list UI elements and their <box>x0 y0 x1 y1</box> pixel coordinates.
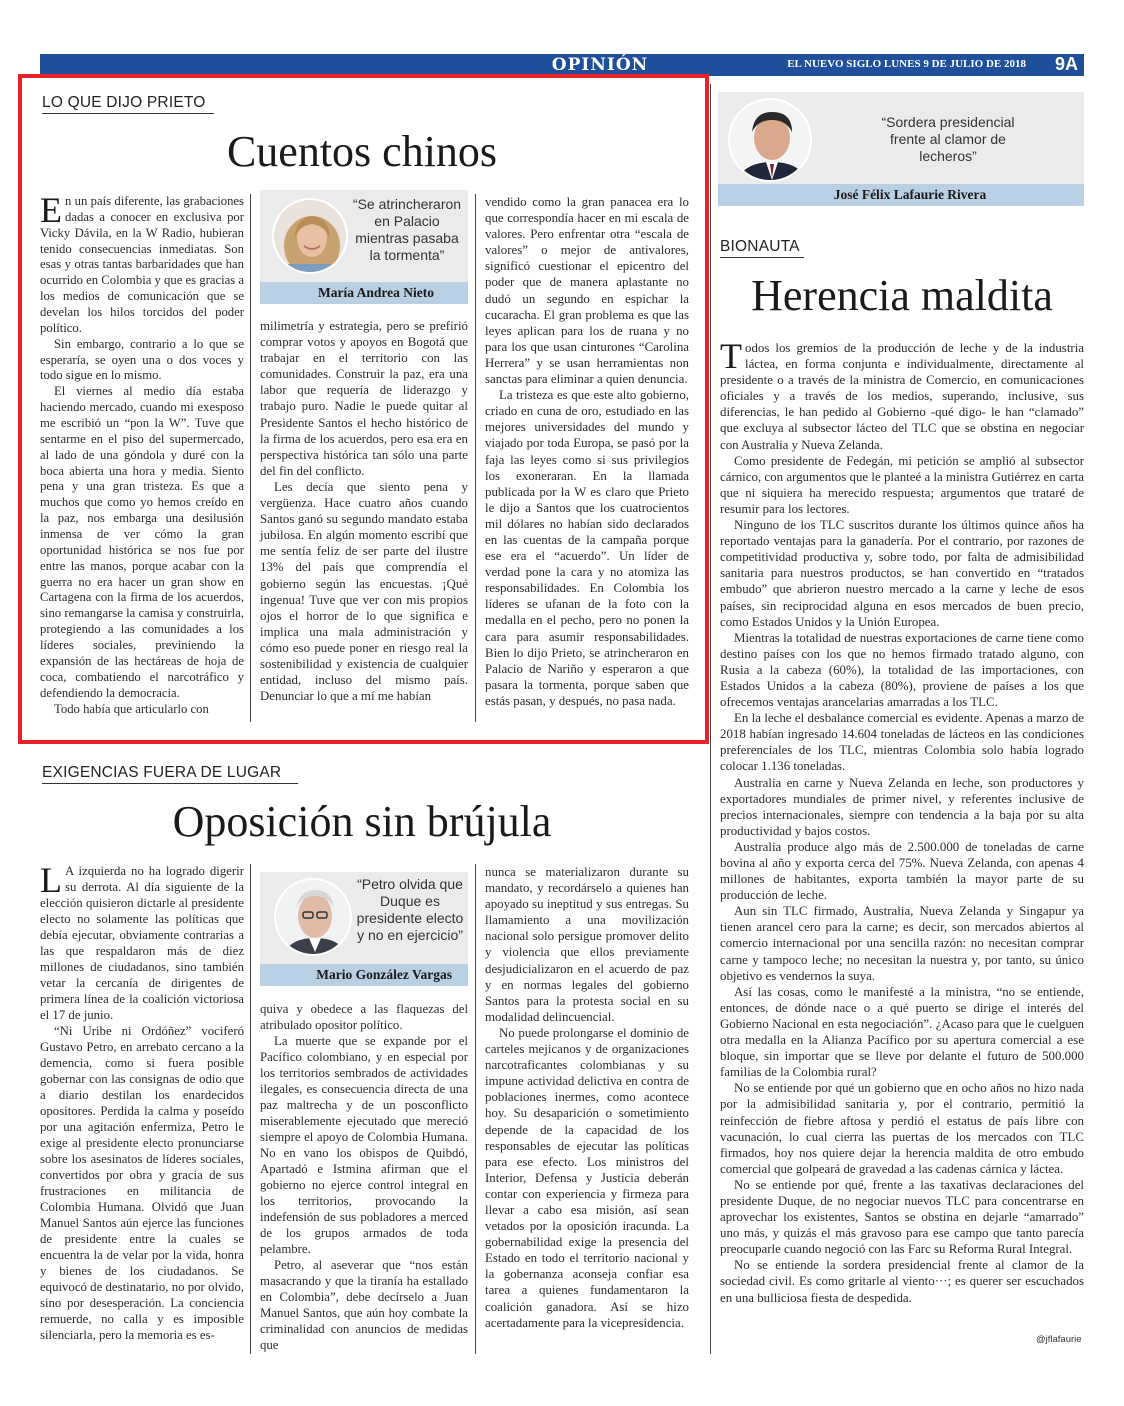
article3-kicker: BIONAUTA <box>720 238 800 255</box>
author-photo <box>728 98 812 182</box>
dropcap: L <box>40 860 62 900</box>
author-twitter-handle: @jflafaurie <box>1036 1334 1082 1345</box>
pull-quote: “Sordera presidencial frente al clamor de lecheros” <box>881 114 1015 164</box>
article2-column-3: nunca se materializaron durante su mandato, y recordárselo a quienes han apoyado su ineptitud y sus entregas. Su llamamiento a una movilización nacional solo persigue promover delito y violencia que ellos previamente desjudicializaron en el acuerdo de paz y en normas legales del gobierno Santos para la protesta social en su modalidad delincuencial. No puede prolongarse el dominio de carteles mejicanos y de organizaciones narcotraficantes colombianas y su impune actividad delictiva en contra de poblaciones inermes, como acontece hoy. Su desaparición o sometimiento depende de la capacidad de los responsables de ejecutar las políticas para ese efecto. Los ministros del Interior, Defensa y Justicia deberán contar con experiencia y firmeza para llevar a cabo esa misión, así sean vetados por la oposición iracunda. La gobernabilidad exige la presencia del Estado en todo el territorio nacional y la gobernanza aconseja confiar esa tarea a quienes fundamentaron la coalición ganadora. Así se hizo acertadamente para la vicepresidencia. <box>485 865 689 1330</box>
author-name: María Andrea Nieto <box>260 282 468 304</box>
author-name: José Félix Lafaurie Rivera <box>718 184 1084 206</box>
newspaper-dateline: EL NUEVO SIGLO LUNES 9 DE JULIO DE 2018 <box>787 58 1026 70</box>
article2-column-1: L A izquierda no ha logrado digerir su derrota. Al día siguiente de la elección quisieron dictarle al presidente electo no solamente las políticas que debía ejecutar, obviamente contrarias a las que respaldaron más de diez millones de ciudadanos, sino también vetar la cercanía de dirigentes de primera línea de la coalición victoriosa el 17 de junio. “Ni Uribe ni Ordóñez” vociferó Gustavo Petro, en arrebato cercano a la demencia, como si fuera posible gobernar con las consignas de odio que a diario destilan los enardecidos opositores. Perdida la calma y poseído por una agitación enfermiza, Petro le exige al presidente electo pronunciarse sobre los asesinatos de líderes sociales, convertidos por obra y gracia de sus frustraciones en militancia de Colombia Humana. Olvidó que Juan Manuel Santos aún ejerce las funciones de presidente entre la cuales se encuentra la de velar por la vida, honra y bienes de los ciudadanos. Se equivocó de destinatario, no por olvido, sino por desesperación. La conciencia remuerde, no calla y es imposible silenciarla, pero la memoria es es- <box>40 860 244 1342</box>
column-divider <box>475 864 476 1354</box>
article2-quote-box <box>260 872 468 986</box>
author-name: Mario González Vargas <box>260 964 468 986</box>
article1-quote-box <box>260 190 468 304</box>
article2-kicker: EXIGENCIAS FUERA DE LUGAR <box>42 764 282 781</box>
pull-quote: “Petro olvida que Duque es presidente electo y no en ejercicio” <box>356 876 464 943</box>
dropcap: T <box>720 336 742 376</box>
kicker-underline <box>42 113 214 114</box>
column-divider <box>250 864 251 1354</box>
dropcap: E <box>40 190 62 230</box>
article1-column-2: milimetría y estrategia, pero se prefirió comprar votos y apoyos en Bogotá que trabajar en el territorio con las comunidades. Construir la paz, era una labor que requería de liderazgo y trabajo puro. Nadie le puede quitar al Presidente Santos el hecho histórico de la firma de los acuerdos, pero esa era en perspectiva histórica tan sólo una parte del fin del conflicto. Les decía que siento pena y vergüenza. Hace cuatro años cuando Santos ganó su segundo mandato estaba jubilosa. En algún momento escribí que me sentía feliz de ser parte del ilustre 13% del país que comprendía el gobierno según las encuestas. ¡Qué ingenua! Tuve que ver con mis propios ojos el horror de lo que significa e implica una mala administración y cómo eso puede poner en riesgo real la sostenibilidad y existencia de cualquier entidad, incluso del mismo país. Denunciar lo que a mí me habían <box>260 319 468 704</box>
page-header-bar <box>40 54 1084 76</box>
author-photo <box>272 198 348 274</box>
page-number: 9A <box>1054 54 1078 74</box>
section-title: OPINIÓN <box>551 55 649 75</box>
article3-headline: Herencia maldita <box>751 271 1053 320</box>
section-divider <box>710 84 711 1354</box>
kicker-underline <box>42 783 298 784</box>
article2-headline: Oposición sin brújula <box>172 797 552 846</box>
article3-body: Todos los gremios de la producción de leche y de la industria láctea, en forma conjunta e individualmente, directamente al presidente o a través de la ministra de Comercio, en comunicaciones oficiales y a través de los medios, superando, inclusive, sus diferencias, le han pedido al Gobierno -qué digo- le han “clamado” que excluya al subsector lácteo del TLC que se obstina en negociar con Australia y Nueva Zelanda. Como presidente de Fedegán, mi petición se amplió al subsector cárnico, con argumentos que le planteé a la ministra Gutiérrez en carta que ni siquiera ha merecido respuesta; argumentos que trataré de resumir para los lectores. Ninguno de los TLC suscritos durante los últimos quince años ha reportado ventajas para la ganadería. Por el contrario, por razones de competitividad productiva y, sobre todo, por falta de admisibilidad sanitaria para nuestros productos, se han convertido en “tratados embudo” que abrieron nuestro mercado a la carne y leche de esos países, sin reciprocidad alguna en esos mercados de buen precio, como Estados Unidos y la Unión Europea. Mientras la totalidad de nuestras exportaciones de carne tiene como destino países con los que no hemos firmado tratado alguno, con Rusia a la cabeza (60%), la totalidad de las importaciones, con Estados Unidos a la cabeza (80%), proviene de países a los que ofrecemos ventajas arancelarias amarradas a los TLC. En la leche el desbalance comercial es evidente. Apenas a marzo de 2018 habían ingresado 14.604 toneladas de lácteos en las condiciones preferenciales de los TLC, mientras Colombia solo había logrado colocar 1.136 toneladas. Australia en carne y Nueva Zelanda en leche, son productores y exportadores mundiales de primer nivel, y referentes inclusive de precios internacionales, siempre con tendencia a la baja por su alta productividad y bajos costos. Australia produce algo más de 2.500.000 de toneladas de carne bovina al año y exporta cerca del 75%. Nueva Zelanda, con apenas 4 millones de habitantes, exporta también la mayor parte de su producción de leche. Aun sin TLC firmado, Australia, Nueva Zelanda y Singapur ya tienen arancel cero para la carne; es decir, son mercados abiertos al comercio internacional por una sencilla razón: no necesitan comprar carne y tampoco leche; no necesitan la nuestra y, por tanto, su único objetivo es vendernos la suya. Así las cosas, como le manifesté a la ministra, “no se entiende, entonces, de dónde nace o a qué puerto se dirige el interés del Gobierno Nacional en esta negociación”. ¿Acaso para que le cuelguen otra medalla en la Alianza Pacífico por su apertura comercial a ese bloque, sin importar que se lleve por delante el futuro de 500.000 familias de la Colombia rural? No se entiende por qué un gobierno que en ocho años no hizo nada por la admisibilidad sanitaria y, por el contrario, permitió la reinfección de fiebre aftosa y perdió el estatus de país libre con vacunación, lo cual cierra las puertas de los mercados con TLC firmados, hoy nos quiere dejar la herencia maldita de otro embudo comercial que golpeará de gravedad a las cadenas cárnica y láctea. No se entiende por qué, frente a las taxativas declaraciones del presidente Duque, de no negociar nuevos TLC para concentrarse en aprovechar los existentes, Santos se obstina en dejarle “amarrado” uno más, y quizás el más gravoso para ese campo que tanto parecía preocuparle cuando negoció con las Farc su Reforma Rural Integral. No se entiende la sordera presidencial frente al clamor de la sociedad civil. Es como gritarle al viento···; es querer ser escuchados en una bulliciosa fiesta de despedida. <box>720 336 1084 1305</box>
article1-headline: Cuentos chinos <box>226 127 498 176</box>
column-divider <box>250 194 251 722</box>
article1-column-3: vendido como la gran panacea era lo que correspondía hacer en mi escala de valores. Pero enfrentar otra “escala de valores” o mejor de antivalores, significó cuestionar el epicentro del poder que de manera aplastante no dudó un segundo en espichar la cucaracha. El gran problema es que las leyes aplican para los de ruana y no para los que usan cinturones “Carolina Herrera” y se usan herramientas non sanctas para eliminar a quien denuncia. La tristeza es que este alto gobierno, criado en cuna de oro, estudiado en las mejores universidades del mundo y viajado por toda Europa, se pasó por la faja las leyes como si sus privilegios los exoneraran. En la llamada publicada por la W es claro que Prieto le dijo a Santos que los cuatrocientos mil dólares no habían sido declarados en las cuentas de la campaña porque ese era el “acuerdo”. Un líder de verdad pone la cara y no atomiza las responsabilidades. En Colombia los líderes se ufanan de la foto con la medalla en el pecho, pero no ponen la cara para asumir responsabilidades. Bien lo dijo Prieto, se atrincheraron en Palacio de Nariño y esperaron a que pasara la tormenta, porque saben que estás pasan, y después, no pasa nada. <box>485 195 689 708</box>
kicker-underline <box>720 257 804 258</box>
article1-column-1: En un país diferente, las grabaciones dadas a conocer en exclusiva por Vicky Dávila, en la W Radio, hubieran tenido consecuencias inmediatas. Son esas y otras tantas barbaridades que han ocurrido en Colombia y que es gracias a los medios de comunicación que se develan los hilos torcidos del poder político. Sin embargo, contrario a lo que se esperaría, se oyen una o dos voces y todo sigue en lo mismo. El viernes al medio día estaba haciendo mercado, cuando mi exesposo me escribió un “pon la W”. Tuve que sentarme en el piso del supermercado, al lado de una góndola y duré con la boca abierta una hora y media. Siento pena y una gran tristeza. Es que a muchos que como yo hemos creído en la paz, nos embarga una desilusión inmensa de ver cómo la gran oportunidad histórica se nos fue por entre las manos, porque acabar con la guerra no era hacer un gran show en Cartagena con la firma de los acuerdos, sino remangarse la camisa y construirla, protegiendo a las comunidades a los líderes sociales, previniendo la expansión de las hectáreas de hoja de coca, combatiendo el narcotráfico y defendiendo la democracia. Todo había que articularlo con <box>40 190 244 716</box>
column-divider <box>475 194 476 722</box>
author-photo <box>274 878 352 956</box>
article3-quote-box <box>718 92 1084 206</box>
article1-kicker: LO QUE DIJO PRIETO <box>42 94 206 111</box>
pull-quote: “Se atrincheraron en Palacio mientras pasaba la tormenta” <box>352 196 462 263</box>
article2-column-2: quiva y obedece a las flaquezas del atribulado opositor político. La muerte que se expande por el Pacífico colombiano, y en especial por los territorios sembrados de actividades ilegales, es consecuencia directa de una paz maltrecha y de un posconflicto miserablemente ejecutado que mereció siempre el apoyo de Colombia Humana. No en vano los obispos de Quibdó, Apartadó e Istmina afirman que el gobierno no ejerce control integral en los territorios, provocando la indefensión de sus pobladores a merced de los grupos armados de toda pelambre. Petro, al aseverar que “nos están masacrando y que la tiranía ha estallado en Colombia”, debe decírselo a Juan Manuel Santos, que aún hoy combate la criminalidad con anuncios de medidas que <box>260 1002 468 1352</box>
